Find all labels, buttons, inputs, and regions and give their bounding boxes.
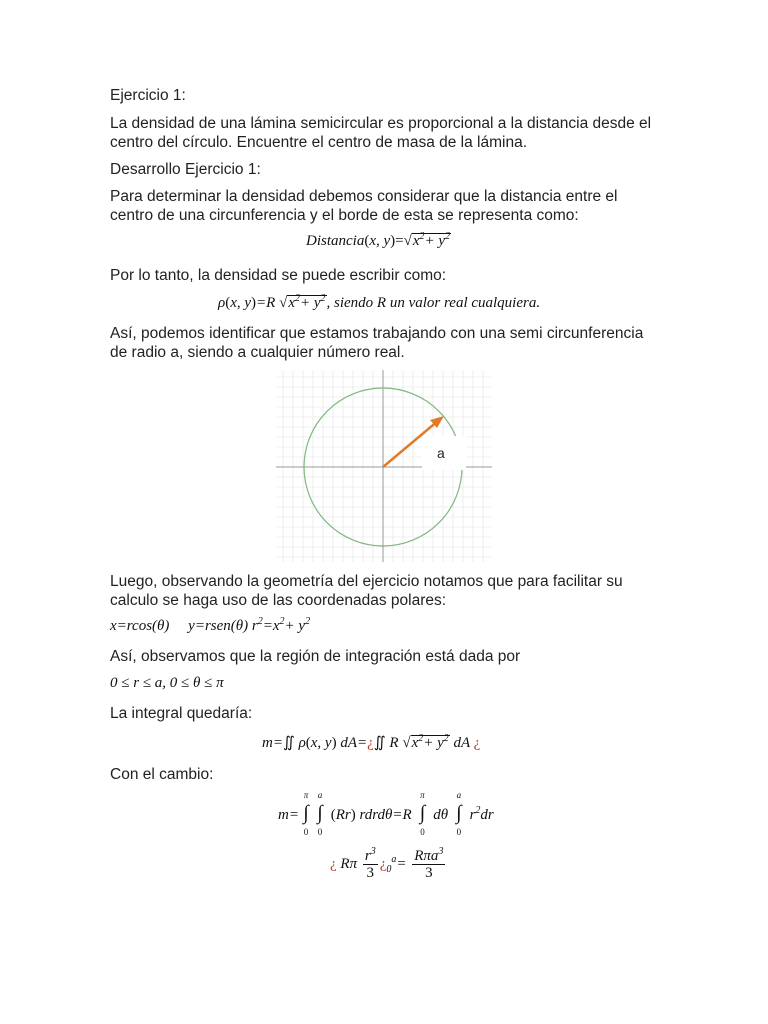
paragraph-4-line-2: calculo se haga uso de las coordenadas polares:	[110, 592, 447, 609]
circle-diagram	[276, 370, 492, 562]
paragraph-3-line-2: de radio a, siendo a cualquier número real.	[110, 344, 405, 361]
density-equation: ρ(x, y)=R $√x^2+ y^2$, siendo R un valor real cualquiera.	[218, 293, 541, 311]
paragraph-4-line-1: Luego, observando la geometría del ejercicio notamos que para facilitar su	[110, 573, 623, 590]
distance-equation: Distancia(x, $y)=√x^2+ y^2$	[306, 231, 451, 249]
paragraph-5: Así, observamos que la región de integración está dada por	[110, 648, 521, 665]
mass-integral: m=∬ ρ(x, y) dA=¿∬ R $√x^2+ y^2$ dA ¿	[262, 733, 481, 751]
paragraph-3-line-1: Así, podemos identificar que estamos trabajando con una semi circunferencia	[110, 325, 644, 342]
paragraph-1-line-1: Para determinar la densidad debemos considerar que la distancia entre el	[110, 188, 618, 205]
paragraph-2: Por lo tanto, la densidad se puede escribir como:	[110, 267, 447, 284]
integration-region: 0 ≤ r ≤ a, 0 ≤ θ ≤ π	[110, 675, 224, 691]
radius-label: a	[437, 445, 445, 461]
problem-statement-line-2: centro del círculo. Encuentre el centro de masa de la lámina.	[110, 134, 528, 151]
polar-coordinates: x=rcos(θ) y=rsen(θ) $r^2=x^2+ y^2$	[110, 616, 311, 634]
paragraph-1-line-2: centro de una circunferencia y el borde de esta se representa como:	[110, 207, 579, 224]
problem-statement-line-1: La densidad de una lámina semicircular es proporcional a la distancia desde el	[110, 115, 652, 132]
paragraph-6: La integral quedaría:	[110, 705, 253, 722]
result-equation: ¿ Rπ $\frac{r^3}{3}$ ¿$_0^a=$ $\frac{R\pi a^3}{3}$	[330, 846, 444, 881]
polar-integral: m= ∫ π 0 ∫ a 0 (Rr) rdrdθ=R ∫ π 0 dθ ∫ a 0 $r^2dr$	[278, 790, 494, 837]
exercise-title: Ejercicio 1:	[110, 87, 186, 104]
paragraph-7: Con el cambio:	[110, 766, 214, 783]
development-heading: Desarrollo Ejercicio 1:	[110, 161, 261, 178]
